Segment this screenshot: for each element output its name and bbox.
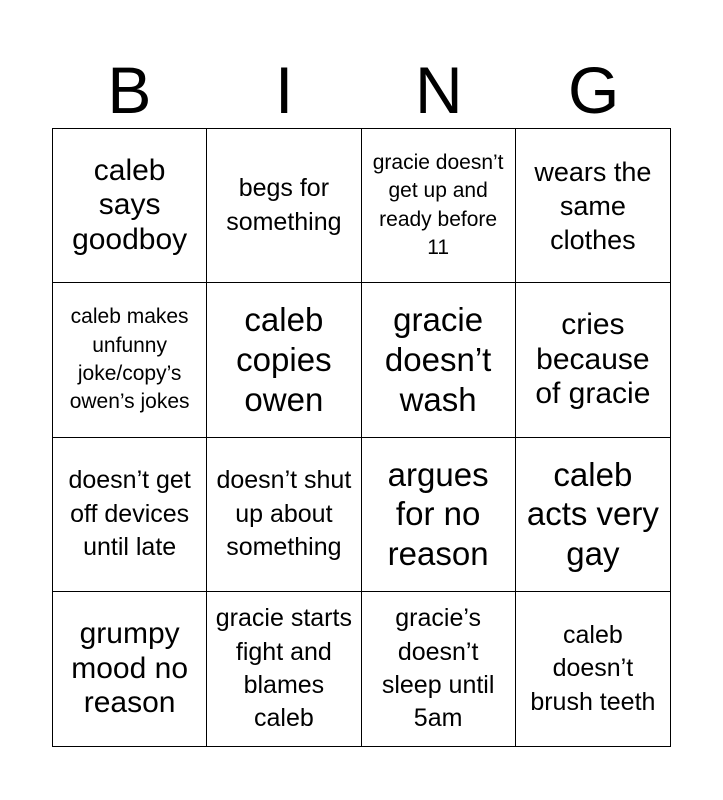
bingo-cell-r1c2[interactable] <box>207 129 361 283</box>
bingo-cell-text: caleb makes unfunny joke/copy’s owen’s jokes <box>69 305 190 414</box>
bingo-cell-r4c4[interactable] <box>516 592 670 746</box>
bingo-cell-r1c3[interactable] <box>362 129 516 283</box>
bingo-cell-text: gracie starts fight and blames caleb <box>215 604 352 733</box>
bingo-cell-r3c3[interactable] <box>362 438 516 592</box>
bingo-header <box>52 50 671 128</box>
bingo-cell-r2c4[interactable] <box>516 283 670 437</box>
bingo-cell-r2c2[interactable] <box>207 283 361 437</box>
header-letter-b: B <box>107 53 152 127</box>
bingo-cell-r4c1[interactable] <box>53 592 207 746</box>
bingo-cell-r3c4[interactable] <box>516 438 670 592</box>
header-letter-i: I <box>274 53 294 127</box>
bingo-cell-text: caleb copies owen <box>236 301 332 418</box>
bingo-cell-text: wears the same clothes <box>534 156 652 255</box>
bingo-cell-r4c3[interactable] <box>362 592 516 746</box>
bingo-cell-text: gracie doesn’t get up and ready before 11 <box>372 150 504 259</box>
bingo-cell-text: gracie’s doesn’t sleep until 5am <box>381 604 495 733</box>
bingo-cell-r3c1[interactable] <box>53 438 207 592</box>
bingo-cell-text: caleb doesn’t brush teeth <box>530 621 656 716</box>
bingo-cell-text: grumpy mood no reason <box>71 617 188 720</box>
bingo-cell-r1c4[interactable] <box>516 129 670 283</box>
bingo-cell-r2c1[interactable] <box>53 283 207 437</box>
bingo-cell-r3c2[interactable] <box>207 438 361 592</box>
bingo-cell-text: doesn’t get off devices until late <box>68 466 191 561</box>
bingo-cell-text: cries because of gracie <box>535 308 651 411</box>
bingo-cell-text: begs for something <box>226 174 342 236</box>
header-letter-g: G <box>567 53 620 127</box>
header-letter-n: N <box>415 53 463 127</box>
bingo-cell-text: gracie doesn’t wash <box>384 301 492 418</box>
bingo-cell-r1c1[interactable] <box>53 129 207 283</box>
bingo-cell-text: caleb says goodboy <box>72 153 188 256</box>
bingo-cell-text: argues for no reason <box>387 455 489 572</box>
bingo-cell-r4c2[interactable] <box>207 592 361 746</box>
bingo-cell-text: caleb acts very gay <box>526 455 659 572</box>
bingo-cell-text: doesn’t shut up about something <box>216 466 352 561</box>
bingo-cell-r2c3[interactable] <box>362 283 516 437</box>
bingo-board <box>52 128 671 747</box>
